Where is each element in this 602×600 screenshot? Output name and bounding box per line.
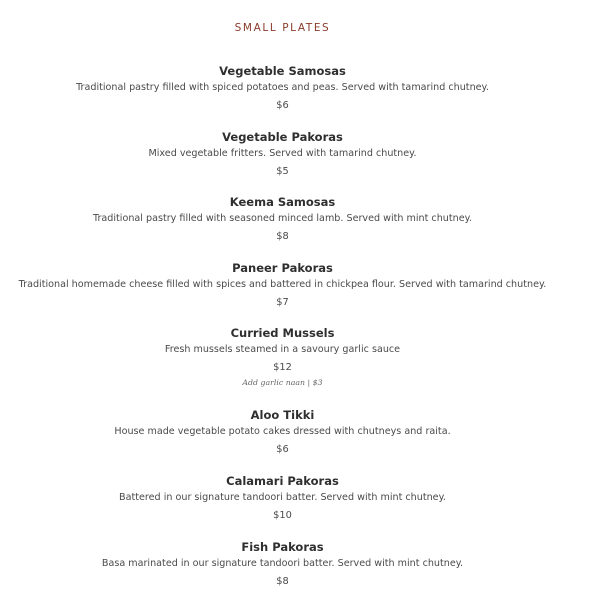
item-name: Vegetable Samosas [219, 64, 346, 78]
item-description: House made vegetable potato cakes dressed with chutneys and raita. [114, 426, 451, 437]
item-addon: Add garlic naan | $3 [242, 378, 323, 387]
menu-item-curried-mussels [0, 326, 565, 389]
item-description: Fresh mussels steamed in a savoury garlic sauce [164, 344, 401, 355]
item-description: Traditional pastry filled with seasoned minced lamb. Served with mint chutney. [93, 213, 472, 224]
item-description: Traditional pastry filled with spiced potatoes and peas. Served with tamarind chutney. [76, 82, 489, 93]
item-price: $5 [276, 166, 289, 177]
item-name: Curried Mussels [230, 326, 335, 340]
item-name: Fish Pakoras [241, 540, 324, 554]
item-price: $7 [276, 297, 289, 308]
menu-item-vegetable-samosas [0, 64, 565, 114]
menu-item-calamari-pakoras [0, 474, 565, 524]
menu-item-vegetable-pakoras [0, 130, 565, 180]
item-description: Battered in our signature tandoori batter. Served with mint chutney. [119, 492, 446, 503]
item-name: Keema Samosas [229, 195, 336, 209]
item-name: Paneer Pakoras [232, 261, 333, 275]
item-price: $10 [273, 510, 292, 521]
menu-item-aloo-tikki [0, 408, 565, 458]
item-name: Vegetable Pakoras [222, 130, 343, 144]
item-price: $8 [276, 231, 289, 242]
menu-item-fish-pakoras [0, 540, 565, 590]
item-name: Calamari Pakoras [226, 474, 339, 488]
item-price: $6 [276, 444, 289, 455]
item-description: Traditional homemade cheese filled with spices and battered in chickpea flour. Served with tamarind chutney. [18, 279, 547, 290]
section-title: SMALL PLATES [234, 22, 331, 34]
item-price: $6 [276, 100, 289, 111]
menu-item-paneer-pakoras [0, 261, 565, 311]
item-price: $12 [273, 362, 292, 373]
menu-item-keema-samosas [0, 195, 565, 245]
item-price: $8 [276, 576, 289, 587]
item-description: Mixed vegetable fritters. Served with tamarind chutney. [148, 148, 417, 159]
item-name: Aloo Tikki [250, 408, 315, 422]
item-description: Basa marinated in our signature tandoori batter. Served with mint chutney. [101, 558, 464, 569]
